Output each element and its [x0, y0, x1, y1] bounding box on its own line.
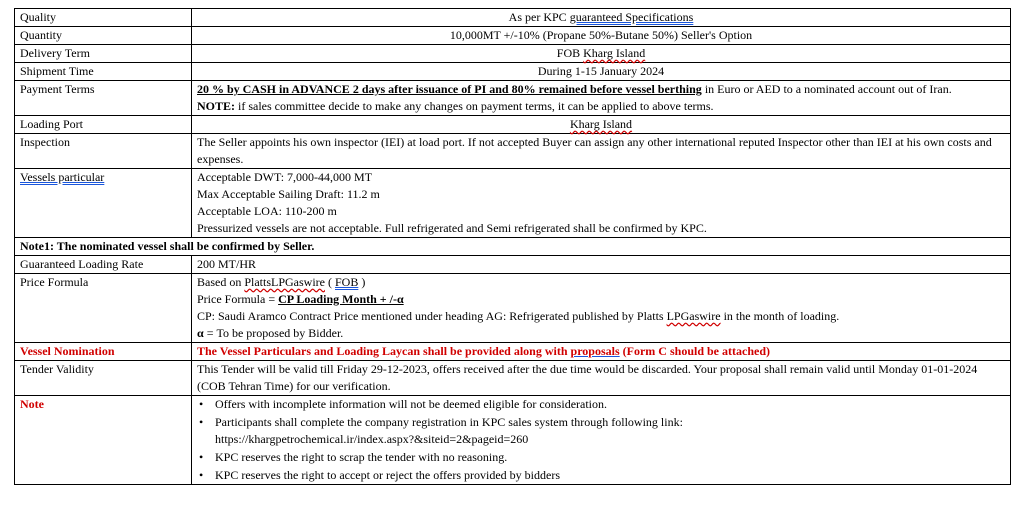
- label-quantity: Quantity: [15, 27, 192, 45]
- tender-terms-table: [14, 8, 1011, 485]
- row-price-formula: [15, 274, 1011, 343]
- vessel-dwt: Acceptable DWT: 7,000-44,000 MT: [197, 170, 373, 184]
- payment-note-label: NOTE:: [197, 99, 236, 113]
- row-note1: [15, 238, 1011, 256]
- row-loading-rate: [15, 256, 1011, 274]
- row-loading-port: [15, 116, 1011, 134]
- label-quality: Quality: [15, 9, 192, 27]
- vessel-loa: Acceptable LOA: 110-200 m: [197, 204, 337, 218]
- price-formula-prefix: Price Formula =: [197, 292, 279, 306]
- bullet-icon: •: [199, 450, 204, 464]
- delivery-place: Kharg Island: [583, 46, 646, 60]
- label-inspection: Inspection: [15, 134, 192, 169]
- note-item-text: Participants shall complete the company registration in KPC sales system through following link:: [215, 415, 683, 429]
- label-vessels-particular: [15, 169, 192, 238]
- note-list: [197, 396, 1005, 484]
- label-loading-port: Loading Port: [15, 116, 192, 134]
- value-inspection: The Seller appoints his own inspector (IEI) at load port. If not accepted Buyer can assign any other international reputed Inspector other than IEI at his own costs and expenses.: [192, 134, 1011, 169]
- label-tender-validity: Tender Validity: [15, 361, 192, 396]
- value-vessels-particular: [192, 169, 1011, 238]
- value-price-formula: [192, 274, 1011, 343]
- price-basis-paren: (: [325, 275, 335, 289]
- value-quality: [192, 9, 1011, 27]
- price-line-alpha: [197, 325, 1005, 342]
- value-delivery-term: [192, 45, 1011, 63]
- value-tender-validity: This Tender will be valid till Friday 29-12-2023, offers received after the due time would be discarded. Your proposal shall remain valid until Monday 01-01-2024 (COB Tehran Time) for our verification.: [192, 361, 1011, 396]
- price-cp-end: in the month of loading.: [720, 309, 840, 323]
- row-vessels-particular: [15, 169, 1011, 238]
- row-payment-terms: [15, 81, 1011, 116]
- registration-link[interactable]: https://khargpetrochemical.ir/index.aspx?&siteid=2&pageid=260: [215, 432, 529, 446]
- bullet-icon: •: [199, 397, 204, 411]
- vessel-nomination-form: (Form C should be attached): [619, 344, 770, 358]
- label-loading-rate: Guaranteed Loading Rate: [15, 256, 192, 274]
- price-alpha-text: = To be proposed by Bidder.: [203, 326, 344, 340]
- value-loading-rate: 200 MT/HR: [192, 256, 1011, 274]
- value-note: [192, 396, 1011, 485]
- vessel-pressurized: Pressurized vessels are not acceptable. Full refrigerated and Semi refrigerated shall be confirmed by KPC.: [197, 221, 707, 235]
- row-vessel-nomination: [15, 343, 1011, 361]
- value-quantity: 10,000MT +/-10% (Propane 50%-Butane 50%) Seller's Option: [192, 27, 1011, 45]
- label-vessel-nomination: Vessel Nomination: [15, 343, 192, 361]
- note1-text: Note1: The nominated vessel shall be confirmed by Seller.: [15, 238, 1011, 256]
- quality-specs: guaranteed Specifications: [569, 10, 694, 24]
- note-item-text: KPC reserves the right to scrap the tender with no reasoning.: [215, 450, 508, 464]
- note-item-text: KPC reserves the right to accept or reject the offers provided by bidders: [215, 468, 560, 482]
- row-inspection: [15, 134, 1011, 169]
- label-price-formula: Price Formula: [15, 274, 192, 343]
- payment-rest: in Euro or AED to a nominated account out of Iran.: [701, 82, 952, 96]
- vessel-nomination-proposals: proposals: [570, 344, 620, 358]
- price-line-formula: [197, 291, 1005, 308]
- price-alpha-symbol: α: [197, 326, 204, 340]
- vessel-nomination-text: The Vessel Particulars and Loading Laycan shall be provided along with: [197, 344, 571, 358]
- price-cp-source: LPGaswire: [666, 309, 721, 323]
- row-quality: [15, 9, 1011, 27]
- value-loading-port: [192, 116, 1011, 134]
- row-note: [15, 396, 1011, 485]
- value-payment-terms: [192, 81, 1011, 116]
- label-note: Note: [15, 396, 192, 485]
- quality-prefix: As per KPC: [508, 10, 570, 24]
- price-line-cp: [197, 308, 1005, 325]
- note-item: [199, 414, 1005, 448]
- note-item-text: Offers with incomplete information will not be deemed eligible for consideration.: [215, 397, 608, 411]
- bullet-icon: •: [199, 468, 204, 482]
- note-item: [199, 449, 1005, 466]
- row-delivery-term: [15, 45, 1011, 63]
- note-item: [199, 396, 1005, 413]
- vessel-draft: Max Acceptable Sailing Draft: 11.2 m: [197, 187, 380, 201]
- price-line-basis: [197, 274, 1005, 291]
- label-payment-terms: Payment Terms: [15, 81, 192, 116]
- price-basis-close: ): [358, 275, 366, 289]
- row-tender-validity: [15, 361, 1011, 396]
- price-basis-prefix: Based on: [197, 275, 245, 289]
- row-shipment-time: [15, 63, 1011, 81]
- bullet-icon: •: [199, 415, 204, 429]
- price-formula-value: CP Loading Month + /-α: [278, 292, 404, 306]
- row-quantity: [15, 27, 1011, 45]
- price-basis-fob: FOB: [335, 275, 359, 289]
- label-delivery-term: Delivery Term: [15, 45, 192, 63]
- payment-note-text: if sales committee decide to make any changes on payment terms, it can be applied to above terms.: [235, 99, 714, 113]
- delivery-prefix: FOB: [556, 46, 584, 60]
- payment-bold-terms: 20 % by CASH in ADVANCE 2 days after issuance of PI and 80% remained before vessel berthing: [197, 82, 702, 96]
- value-vessel-nomination: [192, 343, 1011, 361]
- price-cp-text: CP: Saudi Aramco Contract Price mentioned under heading AG: Refrigerated published by Platts: [197, 309, 667, 323]
- price-basis-source: PlattsLPGaswire: [244, 275, 325, 289]
- label-shipment-time: Shipment Time: [15, 63, 192, 81]
- vessels-particular-label: Vessels particular: [20, 170, 105, 184]
- note-item: [199, 467, 1005, 484]
- value-shipment-time: During 1-15 January 2024: [192, 63, 1011, 81]
- loading-port-name: Kharg Island: [569, 117, 633, 131]
